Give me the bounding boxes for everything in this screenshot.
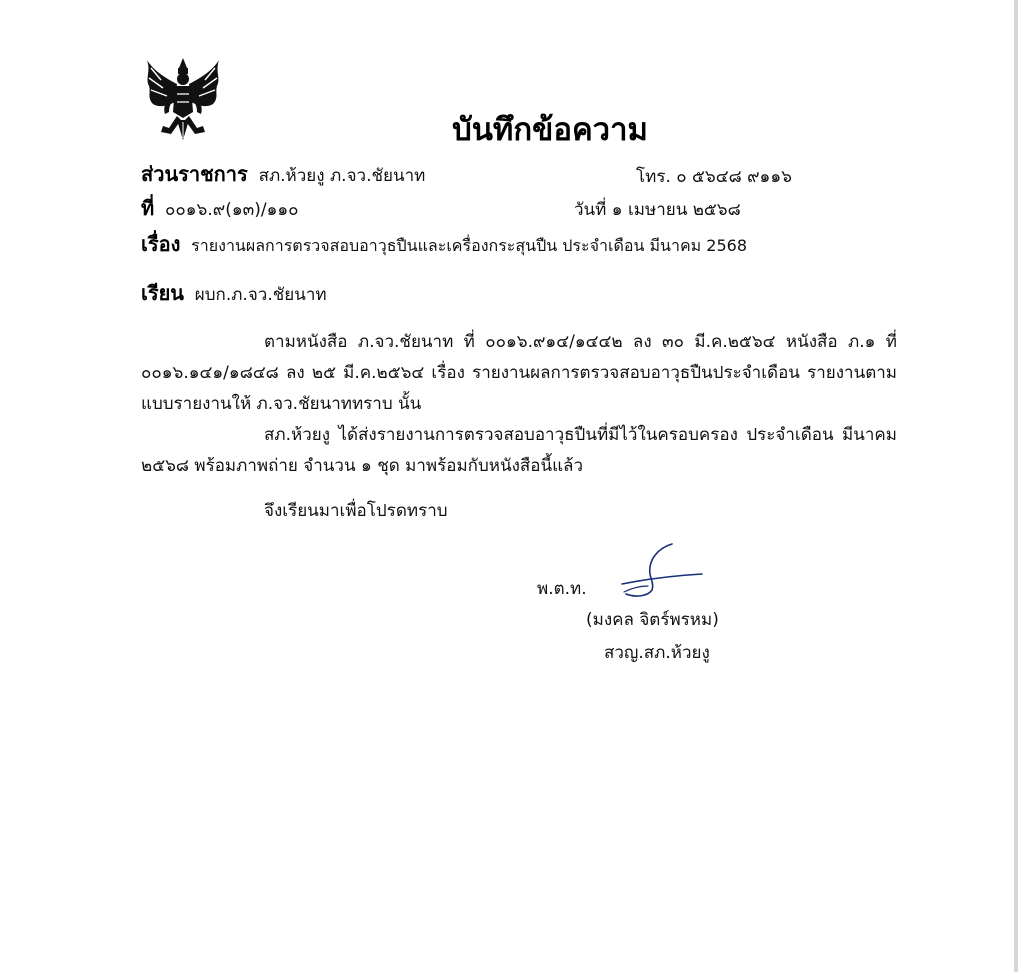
agency-line: [141, 161, 425, 189]
garuda-emblem-icon: [141, 56, 225, 142]
reference-label: ที่: [141, 196, 155, 220]
body-paragraph-1: ตามหนังสือ ภ.จว.ชัยนาท ที่ ๐๐๑๖.๙๑๔/๑๔๔๒ ลง ๓๐ มี.ค.๒๕๖๔ หนังสือ ภ.๑ ที่ ๐๐๑๖.๑๔๑/๑๘๔๘ ลง ๒๕ มี.ค.๒๕๖๔ เรื่อง รายงานผลการตรวจสอบอาวุธปืนประจำเดือน รายงานตามแบบรายงานให้ ภ.จว.ชัยนาททราบ นั้น: [141, 332, 897, 414]
subject-value: รายงานผลการตรวจสอบอาวุธปืนและเครื่องกระสุนปืน ประจำเดือน มีนาคม 2568: [191, 236, 747, 255]
page-edge-scrollbar: [1014, 0, 1018, 972]
phone-number: โทร. ๐ ๕๖๔๘ ๙๑๑๖: [636, 167, 792, 187]
reference-value: ๐๐๑๖.๙(๑๓)/๑๑๐: [165, 200, 299, 220]
signer-name: (มงคล จิตร์พรหม): [586, 610, 719, 630]
memo-title: บันทึกข้อความ: [452, 112, 648, 148]
recipient-label: เรียน: [141, 281, 184, 305]
recipient-line: [141, 280, 327, 308]
signer-rank: พ.ต.ท.: [537, 579, 587, 599]
closing-line: จึงเรียนมาเพื่อโปรดทราบ: [264, 501, 448, 521]
handwritten-signature-icon: [618, 540, 708, 604]
recipient-value: ผบก.ภ.จว.ชัยนาท: [194, 285, 327, 305]
agency-label: ส่วนราชการ: [141, 162, 248, 186]
subject-line: [141, 231, 747, 259]
memo-date: วันที่ ๑ เมษายน ๒๕๖๘: [574, 200, 741, 220]
subject-label: เรื่อง: [141, 232, 181, 256]
signer-position: สวญ.สภ.ห้วยงู: [604, 643, 710, 663]
memo-body: [141, 327, 897, 482]
agency-value: สภ.ห้วยงู ภ.จว.ชัยนาท: [258, 166, 426, 186]
body-paragraph-2: สภ.ห้วยงู ได้ส่งรายงานการตรวจสอบอาวุธปืนที่มีไว้ในครอบครอง ประจำเดือน มีนาคม ๒๕๖๘ พร้อมภาพถ่าย จำนวน ๑ ชุด มาพร้อมกับหนังสือนี้แล้ว: [141, 425, 897, 476]
reference-line: [141, 195, 299, 223]
